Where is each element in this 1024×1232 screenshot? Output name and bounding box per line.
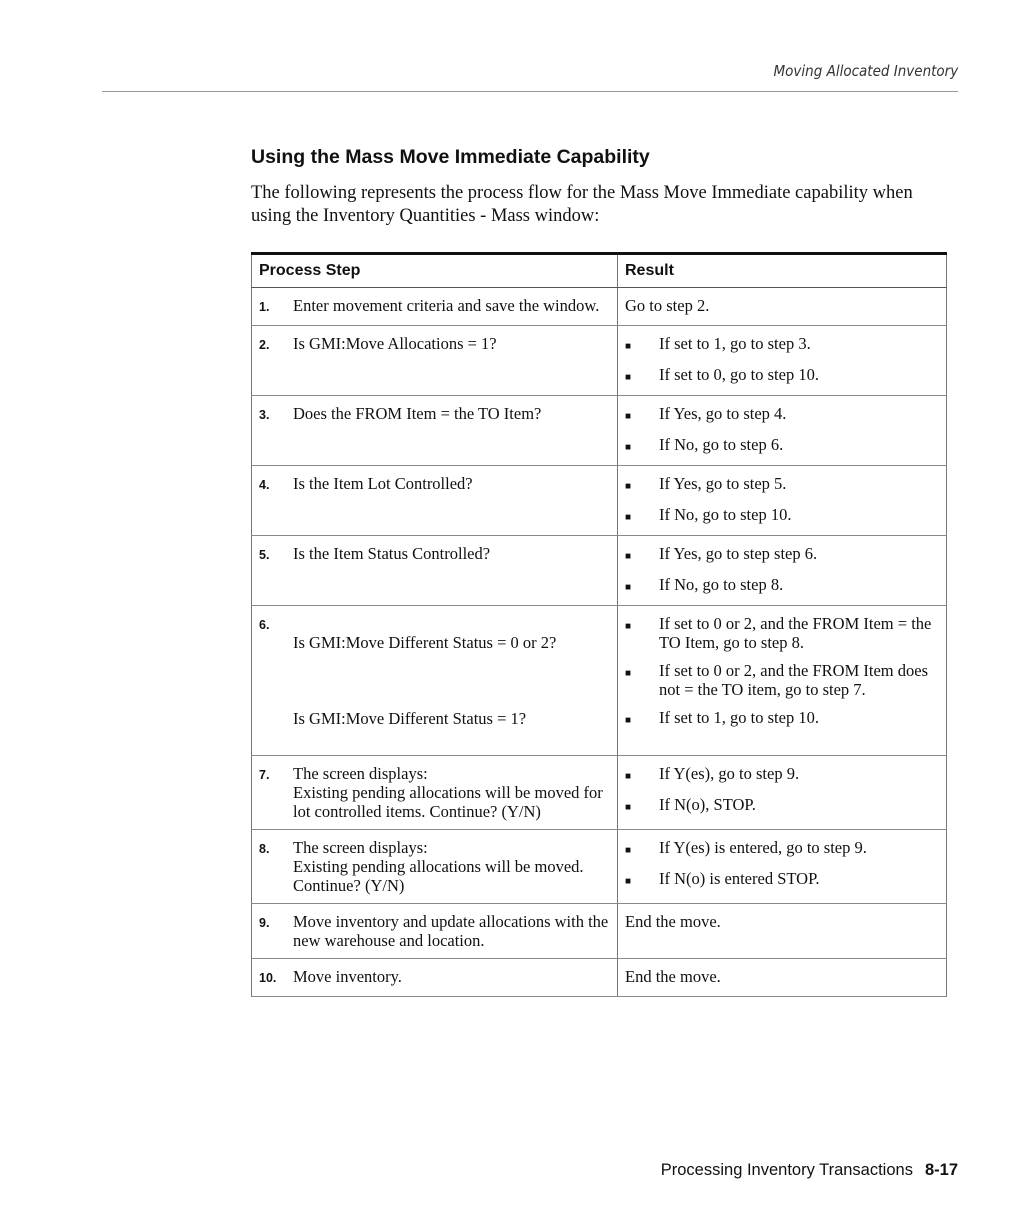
step-text: Is the Item Status Controlled? [293, 544, 491, 563]
list-item [625, 869, 938, 891]
bullet-text: If N(o) is entered STOP. [659, 869, 820, 888]
step-text: Enter movement criteria and save the window. [293, 296, 600, 315]
result-cell [618, 536, 947, 606]
step-number: 3. [259, 408, 270, 422]
step-number: 10. [259, 971, 277, 985]
square-bullet-icon: ■ [625, 771, 632, 782]
table-row [252, 830, 947, 904]
square-bullet-icon: ■ [625, 341, 632, 352]
result-bullets [625, 544, 938, 597]
step-text: The screen displays: Existing pending allocations will be moved for lot controlled items. Continue? (Y/N) [293, 764, 603, 821]
step-text-group [293, 614, 609, 747]
list-item [625, 795, 938, 817]
result-text: Go to step 2. [625, 296, 710, 315]
square-bullet-icon: ■ [625, 582, 632, 593]
table-row [252, 466, 947, 536]
table-header-row [252, 254, 947, 288]
table-row [252, 326, 947, 396]
bullet-text: If No, go to step 6. [659, 435, 784, 454]
result-cell [618, 396, 947, 466]
page-footer [661, 1161, 958, 1180]
list-item [625, 838, 938, 860]
square-bullet-icon: ■ [625, 442, 632, 453]
step-cell [252, 396, 618, 466]
result-text: End the move. [625, 967, 721, 986]
step-cell [252, 756, 618, 830]
result-cell [618, 756, 947, 830]
list-item [625, 334, 938, 356]
step-text: Move inventory. [293, 967, 402, 986]
bullet-text: If set to 1, go to step 10. [659, 708, 819, 727]
list-item [625, 474, 938, 496]
bullet-text: If No, go to step 8. [659, 575, 784, 594]
step-cell [252, 904, 618, 959]
bullet-text: If Yes, go to step step 6. [659, 544, 818, 563]
square-bullet-icon: ■ [625, 668, 632, 679]
square-bullet-icon: ■ [625, 481, 632, 492]
table-row [252, 288, 947, 326]
result-bullets [625, 614, 938, 730]
list-item [625, 404, 938, 426]
bullet-text: If set to 0 or 2, and the FROM Item does not = the TO item, go to step 7. [659, 661, 929, 699]
step-text: Does the FROM Item = the TO Item? [293, 404, 542, 423]
step-text: The screen displays: Existing pending allocations will be moved. Continue? (Y/N) [293, 838, 584, 895]
header-result: Result [618, 254, 947, 288]
step-text-extra: Is GMI:Move Different Status = 1? [293, 709, 527, 728]
step-number: 7. [259, 768, 270, 782]
page-content [251, 146, 947, 997]
step-cell [252, 288, 618, 326]
list-item [625, 435, 938, 457]
result-cell [618, 904, 947, 959]
list-item [625, 365, 938, 387]
intro-paragraph: The following represents the process flow for the Mass Move Immediate capability when using the Inventory Quantities - Mass window: [251, 183, 913, 226]
square-bullet-icon: ■ [625, 621, 632, 632]
table-row [252, 756, 947, 830]
result-cell [618, 606, 947, 756]
result-bullets [625, 838, 938, 891]
square-bullet-icon: ■ [625, 512, 632, 523]
step-cell [252, 466, 618, 536]
square-bullet-icon: ■ [625, 876, 632, 887]
square-bullet-icon: ■ [625, 715, 632, 726]
process-flow-table [251, 252, 947, 997]
step-text: Is GMI:Move Allocations = 1? [293, 334, 497, 353]
step-number: 6. [259, 618, 270, 632]
step-text: Move inventory and update allocations with the new warehouse and location. [293, 912, 609, 950]
section-title: Using the Mass Move Immediate Capability [251, 146, 650, 168]
step-number: 4. [259, 478, 270, 492]
result-cell [618, 288, 947, 326]
table-row [252, 536, 947, 606]
square-bullet-icon: ■ [625, 551, 632, 562]
result-cell [618, 959, 947, 997]
bullet-text: If No, go to step 10. [659, 505, 792, 524]
bullet-text: If Yes, go to step 4. [659, 404, 787, 423]
table-row [252, 396, 947, 466]
step-number: 5. [259, 548, 270, 562]
page-number: 8-17 [924, 1161, 958, 1179]
step-cell [252, 326, 618, 396]
list-item [625, 575, 938, 597]
list-item [625, 505, 938, 527]
step-text: Is GMI:Move Different Status = 0 or 2? [293, 633, 557, 652]
step-number: 8. [259, 842, 270, 856]
bullet-text: If set to 0, go to step 10. [659, 365, 819, 384]
result-bullets [625, 474, 938, 527]
step-cell [252, 606, 618, 756]
step-number: 9. [259, 916, 270, 930]
bullet-text: If Yes, go to step 5. [659, 474, 787, 493]
result-cell [618, 466, 947, 536]
step-text: Is the Item Lot Controlled? [293, 474, 473, 493]
list-item [625, 544, 938, 566]
table-row [252, 904, 947, 959]
step-number: 1. [259, 300, 270, 314]
bullet-text: If N(o), STOP. [659, 795, 756, 814]
bullet-text: If set to 1, go to step 3. [659, 334, 811, 353]
step-number: 2. [259, 338, 270, 352]
result-cell [618, 830, 947, 904]
square-bullet-icon: ■ [625, 372, 632, 383]
result-bullets [625, 764, 938, 817]
step-cell [252, 959, 618, 997]
result-bullets [625, 404, 938, 457]
result-cell [618, 326, 947, 396]
bullet-text: If Y(es), go to step 9. [659, 764, 800, 783]
bullet-text: If set to 0 or 2, and the FROM Item = the TO Item, go to step 8. [659, 614, 932, 652]
bullet-text: If Y(es) is entered, go to step 9. [659, 838, 867, 857]
list-item [625, 764, 938, 786]
header-process-step: Process Step [252, 254, 618, 288]
table-row [252, 959, 947, 997]
table-row [252, 606, 947, 756]
list-item [625, 614, 938, 652]
list-item [625, 661, 938, 699]
square-bullet-icon: ■ [625, 411, 632, 422]
step-cell [252, 830, 618, 904]
result-text: End the move. [625, 912, 721, 931]
square-bullet-icon: ■ [625, 802, 632, 813]
running-header: Moving Allocated Inventory [773, 62, 958, 80]
step-cell [252, 536, 618, 606]
list-item [625, 708, 938, 730]
header-rule [102, 91, 958, 92]
square-bullet-icon: ■ [625, 845, 632, 856]
result-bullets [625, 334, 938, 387]
footer-chapter-title: Processing Inventory Transactions [660, 1161, 913, 1179]
